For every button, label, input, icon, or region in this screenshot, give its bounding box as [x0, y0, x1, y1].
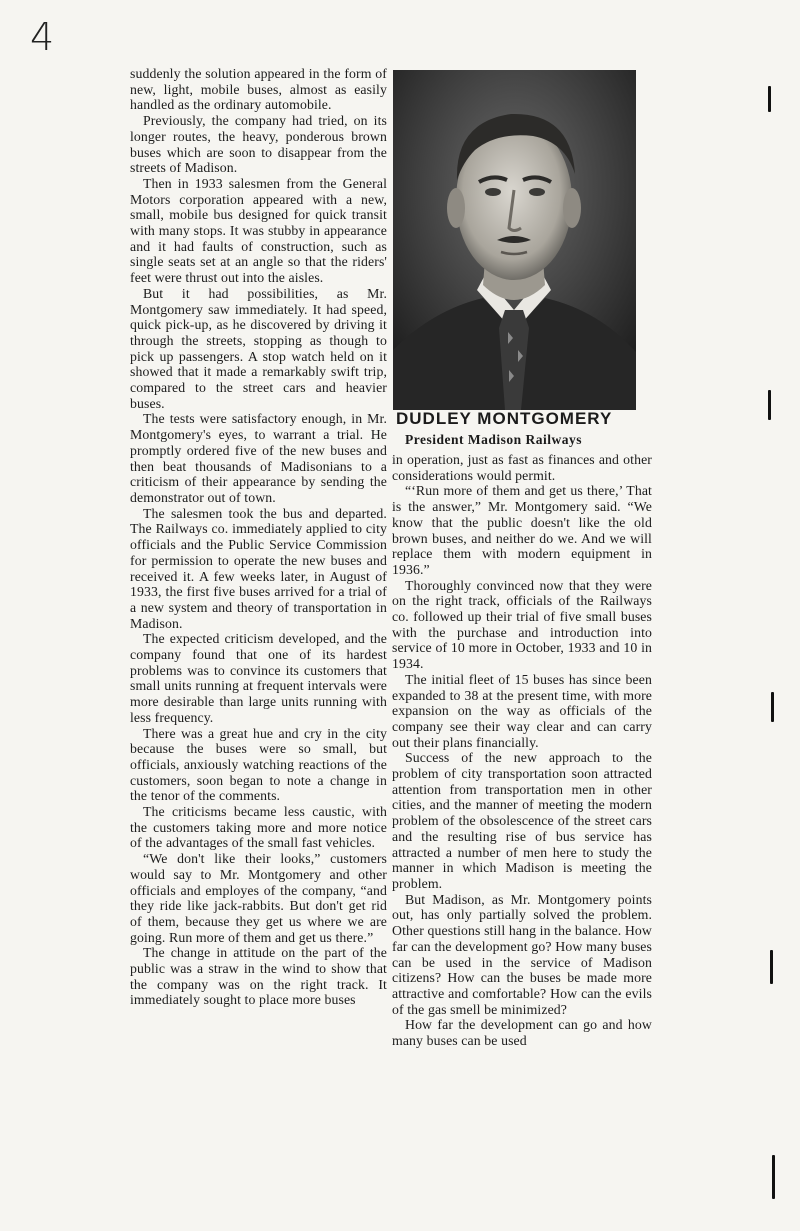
paragraph: The salesmen took the bus and departed. The Railways co. immediately applied to city officials and the Public Service Commission for permission to operate the new buses and received it. A few weeks later, in August of 1933, the first five buses arrived for a trial of a new system and theory of transportation in Madison. [130, 505, 387, 631]
paragraph: Then in 1933 salesmen from the General Motors corporation appeared with a new, small, mobile bus designed for quick transit with many stops. It was stubby in appearance and it had faults of construction, such as single seats set at an angle so that the riders' feet were thrust out into the aisles. [130, 175, 387, 286]
article-right-column [392, 452, 652, 1049]
paragraph: The tests were satisfactory enough, in Mr. Montgomery's eyes, to warrant a trial. He promptly ordered five of the new buses and then beat thousands of Madisonians to a criticism of their appearance by sending the demonstrator out of town. [130, 411, 387, 505]
binder-mark [770, 950, 773, 984]
paragraph: The criticisms became less caustic, with the customers taking more and more notice of the advantages of the small fast vehicles. [130, 804, 387, 851]
photo-caption-name: DUDLEY MONTGOMERY [396, 409, 613, 428]
paragraph: Thoroughly convinced now that they were on the right track, officials of the Railways co. followed up their trial of five small buses with the purchase and introduction into service of 10 more in October, 1933 and 10 in 1934. [392, 577, 652, 672]
paragraph: The initial fleet of 15 buses has since been expanded to 38 at the present time, with more expansion on the way as officials of the company see their way clear and can carry out their plans financially. [392, 671, 652, 750]
page-number: 4 [30, 15, 55, 59]
paragraph: There was a great hue and cry in the city because the buses were so small, but officials, anxiously watching reactions of the customers, soon began to note a change in the tenor of the comments. [130, 725, 387, 804]
paragraph: “‘Run more of them and get us there,’ That is the answer,” Mr. Montgomery said. “We know that the public doesn't like the old brown buses, and neither do we. And we will replace them with modern equipment in 1936.” [392, 483, 652, 577]
binder-mark [768, 86, 771, 112]
paragraph: in operation, just as fast as finances and other considerations would permit. [392, 452, 652, 483]
paragraph: Previously, the company had tried, on its longer routes, the heavy, ponderous brown buses which are soon to disappear from the streets of Madison. [130, 113, 387, 176]
binder-mark [772, 1155, 775, 1199]
article-left-column [130, 66, 387, 1008]
paragraph: How far the development can go and how many buses can be used [392, 1017, 652, 1049]
portrait-image [393, 70, 636, 410]
binder-mark [771, 692, 774, 722]
paragraph: But it had possibilities, as Mr. Montgomery saw immediately. It had speed, quick pick-up, as he discovered by driving it through the streets, stopping as though to pick up passengers. A stop watch held on it showed that it made a remarkably swift trip, compared to the street cars and heavier buses. [130, 285, 387, 411]
paragraph: suddenly the solution appeared in the form of new, light, mobile buses, almost as easily handled as the ordinary automobile. [130, 66, 387, 113]
paragraph: “We don't like their looks,” customers would say to Mr. Montgomery and other officials and employes of the company, “and they ride like jack-rabbits. But don't get rid of them, because they get us where we are going. Run more of them and get us there.” [130, 851, 387, 945]
binder-mark [768, 390, 771, 420]
paragraph: The change in attitude on the part of the public was a straw in the wind to show that the company was on the right track. It immediately sought to place more buses [130, 945, 387, 1008]
paragraph: But Madison, as Mr. Montgomery points out, has only partially solved the problem. Other questions still hang in the balance. How far can the development go? How many buses can be used in the service of Madison citizens? How can the buses be made more attractive and comfortable? How can the evils of the gas smell be minimized? [392, 891, 652, 1017]
paragraph: Success of the new approach to the problem of city transportation soon attracted attention from transportation men in other cities, and the manner of meeting the modern problem of the obsolescence of the street cars and the resulting rise of bus service has attracted a number of men here to study the manner in which Madison is meeting the problem. [392, 750, 652, 891]
portrait-photo [393, 70, 636, 410]
paragraph: The expected criticism developed, and the company found that one of its hardest problems was to convince its customers that small units running at frequent intervals were more desirable than large units running with less frequency. [130, 631, 387, 725]
photo-caption-title: President Madison Railways [405, 432, 583, 447]
